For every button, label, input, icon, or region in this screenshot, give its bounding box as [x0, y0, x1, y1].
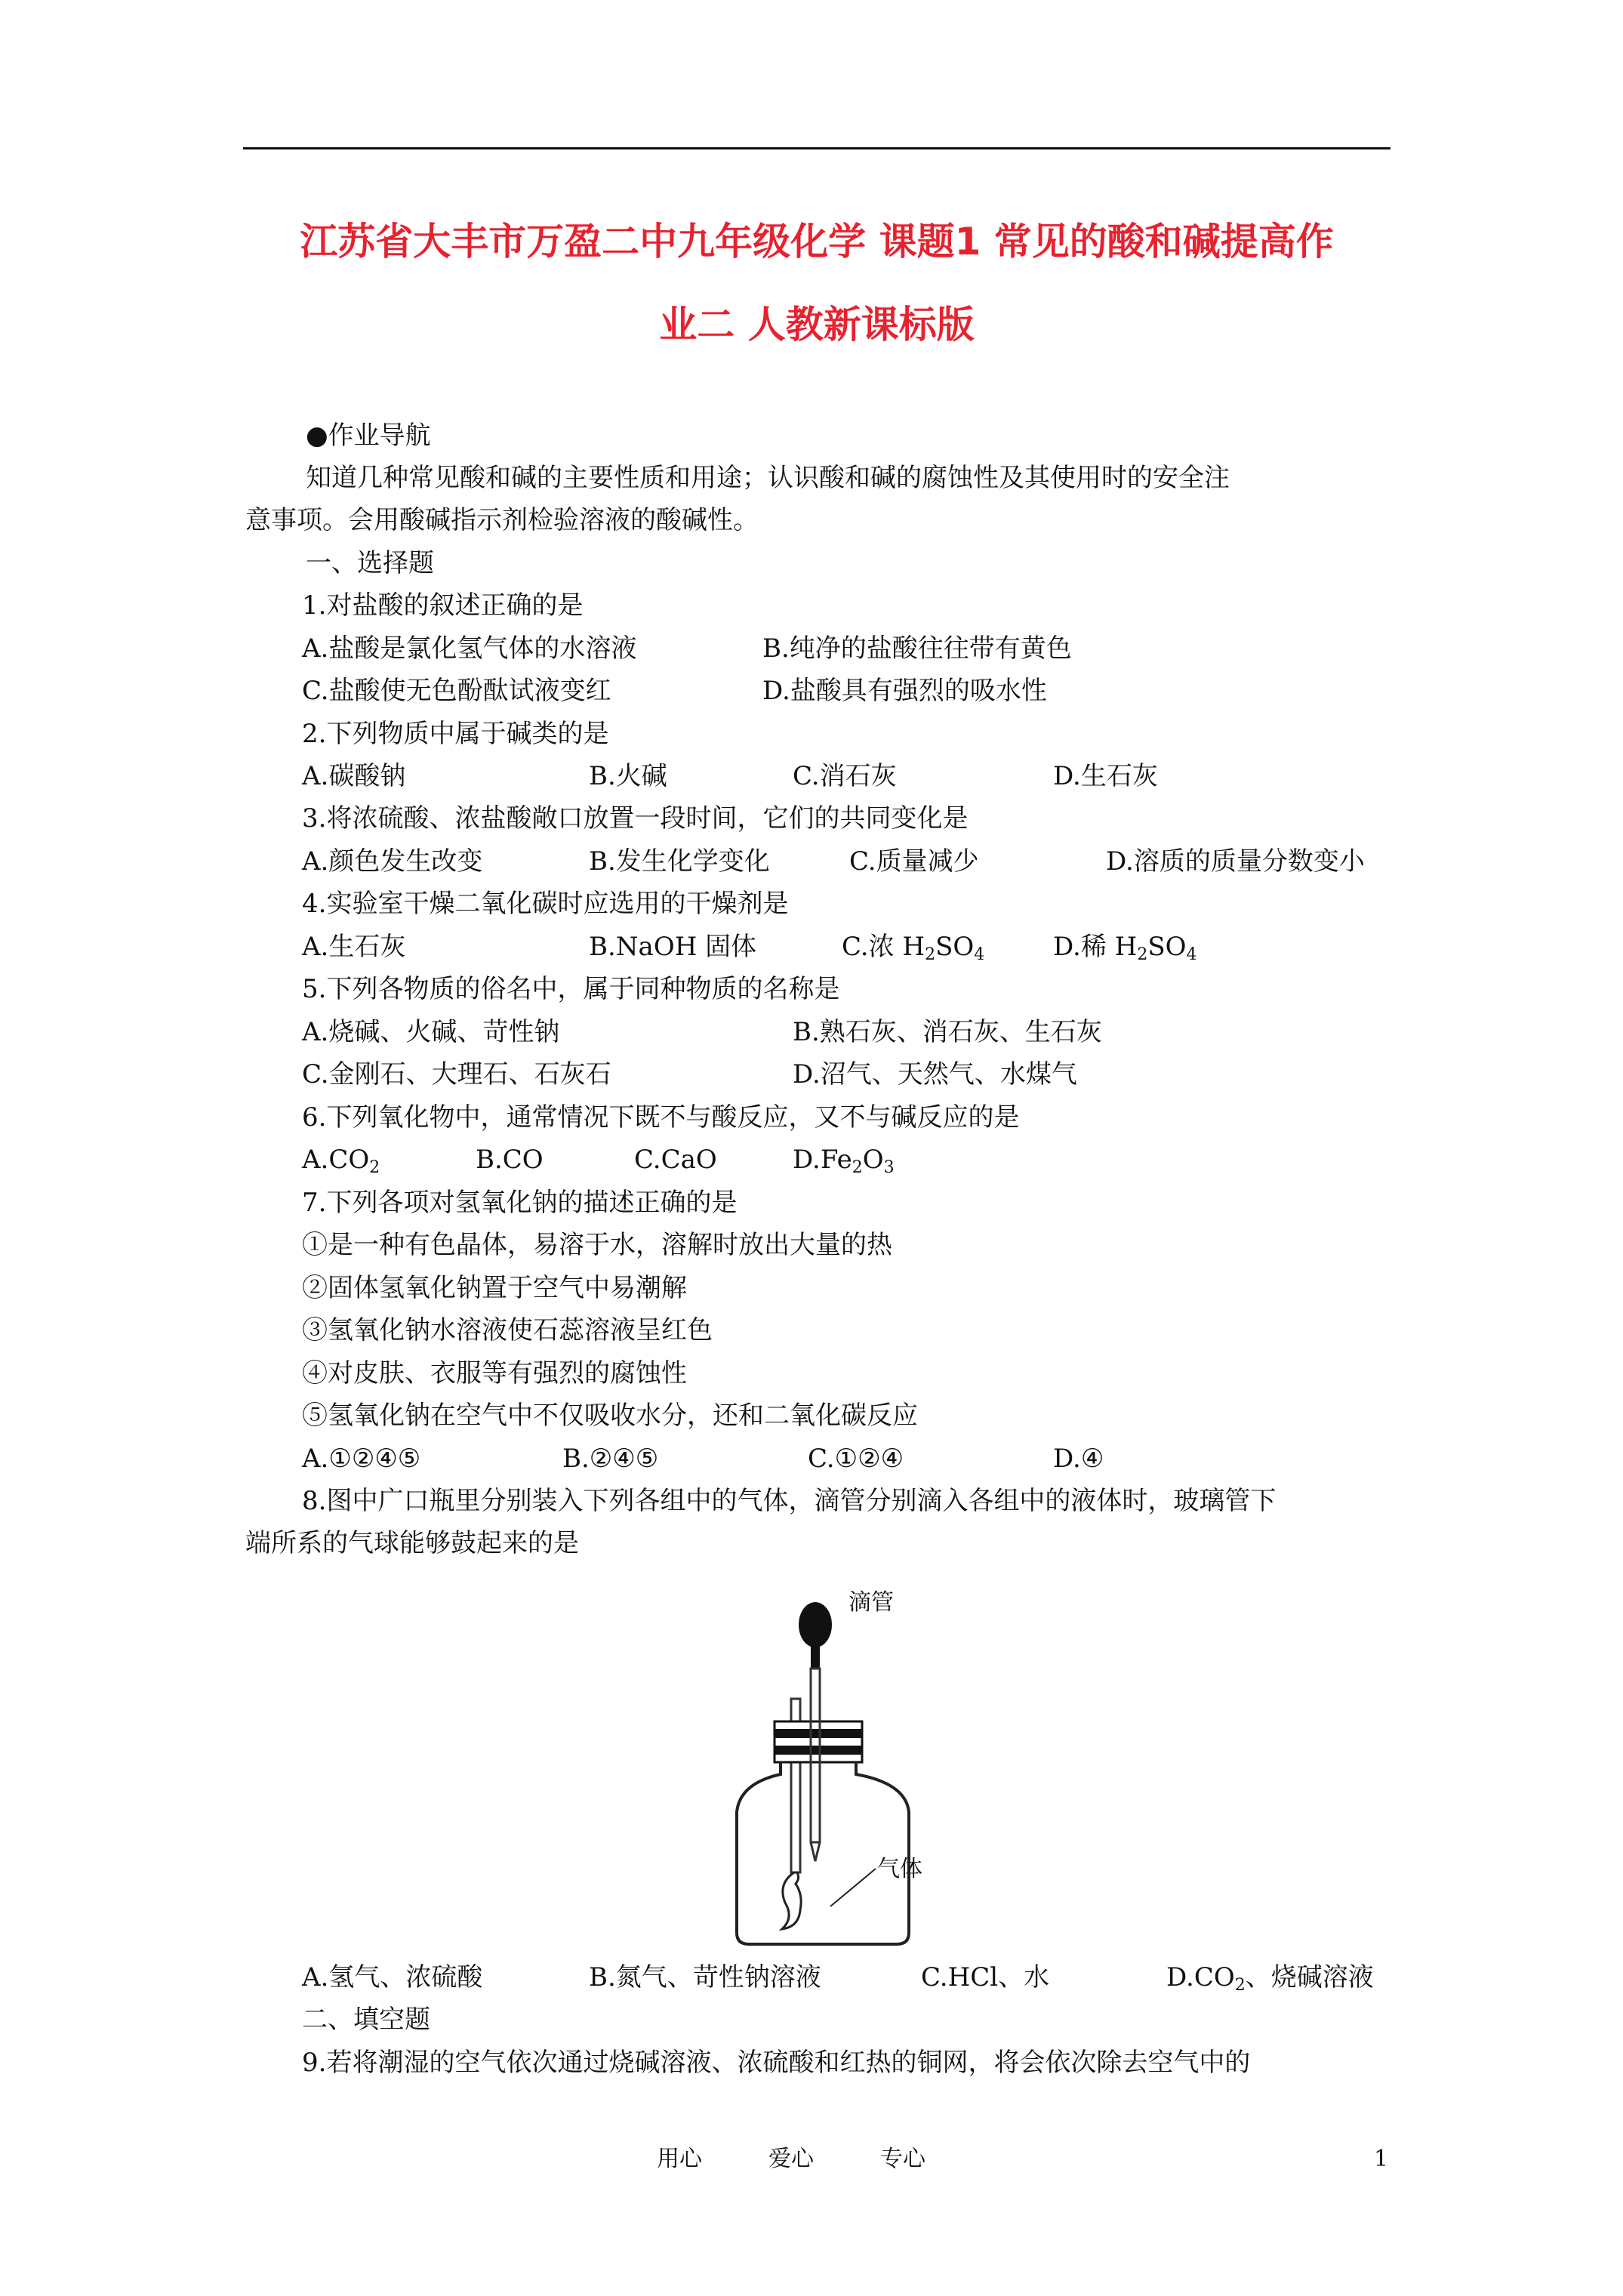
question-4-option-a: A.生石灰	[302, 932, 406, 962]
guide-text-1: 知道几种常见酸和碱的主要性质和用途；认识酸和碱的腐蚀性及其使用时的安全注	[306, 463, 1230, 493]
question-4-option-c-text: C.浓 H	[842, 932, 925, 962]
question-7-statement-2: ②固体氢氧化钠置于空气中易潮解	[302, 1273, 687, 1303]
header-rule	[243, 147, 1390, 149]
page-number: 1	[1374, 2146, 1389, 2172]
question-3-option-a: A.颜色发生改变	[302, 846, 483, 877]
question-4-option-c-sub-2: 4	[974, 945, 985, 964]
question-3-option-c: C.质量减少	[849, 846, 979, 877]
question-8-option-a: A.氢气、浓硫酸	[302, 1962, 483, 1992]
document-title-line-1: 江苏省大丰市万盈二中九年级化学 课题1 常见的酸和碱提高作	[300, 220, 1334, 264]
wide-mouth-bottle	[737, 1762, 909, 1944]
question-4-option-b: B.NaOH 固体	[589, 932, 757, 962]
question-6-option-a-sub: 2	[369, 1158, 380, 1177]
question-4-option-d-mid: SO	[1147, 932, 1187, 962]
question-2-option-b: B.火碱	[589, 761, 667, 791]
dropper-tip	[811, 1842, 820, 1861]
guide-heading: ●作业导航	[306, 421, 431, 451]
question-6-option-c: C.CaO	[634, 1145, 717, 1175]
question-6-option-d-text: D.Fe	[793, 1145, 852, 1175]
question-4-option-d	[1053, 930, 1197, 963]
question-5-option-c: C.金刚石、大理石、石灰石	[302, 1059, 611, 1089]
question-4-option-c	[842, 930, 984, 963]
question-7-statement-5: ⑤氢氧化钠在空气中不仅吸收水分，还和二氧化碳反应	[302, 1401, 918, 1431]
dropper-neck	[811, 1644, 820, 1669]
guide-text-2: 意事项。会用酸碱指示剂检验溶液的酸碱性。	[245, 505, 759, 535]
section-heading-fill: 二、填空题	[302, 2005, 430, 2035]
question-4-option-c-mid: SO	[935, 932, 975, 962]
question-4-option-d-sub-2: 4	[1186, 945, 1197, 964]
question-6-option-d-sub-2: 3	[883, 1158, 895, 1177]
question-5-option-b: B.熟石灰、消石灰、生石灰	[793, 1017, 1102, 1047]
question-2-option-a: A.碳酸钠	[302, 761, 406, 791]
question-9-stem: 9.若将潮湿的空气依次通过烧碱溶液、浓硫酸和红热的铜网，将会依次除去空气中的	[302, 2048, 1251, 2078]
question-6-stem: 6.下列氧化物中，通常情况下既不与酸反应，又不与碱反应的是	[302, 1102, 1020, 1133]
question-8-stem-1: 8.图中广口瓶里分别装入下列各组中的气体，滴管分别滴入各组中的液体时，玻璃管下	[302, 1486, 1277, 1516]
rubber-stopper	[775, 1721, 862, 1762]
question-8-option-b: B.氮气、苛性钠溶液	[589, 1962, 821, 1992]
question-5-stem: 5.下列各物质的俗名中，属于同种物质的名称是	[302, 974, 840, 1004]
footer-word-1: 用心	[657, 2146, 702, 2172]
question-6-option-b: B.CO	[476, 1145, 544, 1175]
question-8-option-d-post: 、烧碱溶液	[1245, 1962, 1374, 1992]
question-3-option-d: D.溶质的质量分数变小	[1106, 846, 1365, 877]
question-5-option-d: D.沼气、天然气、水煤气	[793, 1059, 1077, 1089]
question-7-stem: 7.下列各项对氢氧化钠的描述正确的是	[302, 1188, 738, 1218]
dropper-bulb-icon	[799, 1602, 832, 1647]
footer-word-2: 爱心	[768, 2146, 814, 2172]
question-6-option-a-text: A.CO	[302, 1145, 370, 1175]
question-4-option-c-sub-1: 2	[925, 945, 936, 964]
gas-label: 气体	[877, 1856, 922, 1882]
question-3-option-b: B.发生化学变化	[589, 846, 770, 877]
question-7-statement-4: ④对皮肤、衣服等有强烈的腐蚀性	[302, 1358, 687, 1388]
question-1-option-b: B.纯净的盐酸往往带有黄色	[762, 633, 1072, 664]
question-7-statement-1: ①是一种有色晶体，易溶于水，溶解时放出大量的热	[302, 1230, 892, 1260]
question-2-option-c: C.消石灰	[793, 761, 897, 791]
question-4-stem: 4.实验室干燥二氧化碳时应选用的干燥剂是	[302, 889, 789, 919]
question-1-option-a: A.盐酸是氯化氢气体的水溶液	[302, 633, 637, 664]
question-6-option-d	[793, 1143, 895, 1176]
question-1-option-c: C.盐酸使无色酚酞试液变红	[302, 676, 611, 706]
question-8-option-c: C.HCl、水	[921, 1962, 1050, 1992]
balloon-icon	[782, 1872, 801, 1929]
question-7-option-d: D.④	[1053, 1444, 1104, 1474]
question-3-stem: 3.将浓硫酸、浓盐酸敞口放置一段时间，它们的共同变化是	[302, 803, 969, 834]
question-4-option-d-sub-1: 2	[1137, 945, 1148, 964]
question-7-option-c: C.①②④	[808, 1444, 904, 1474]
question-2-option-d: D.生石灰	[1053, 761, 1158, 791]
dropper-label: 滴管	[848, 1589, 894, 1616]
question-7-statement-3: ③氢氧化钠水溶液使石蕊溶液呈红色	[302, 1315, 713, 1345]
stopper-band-1	[775, 1729, 862, 1738]
question-8-option-d-text: D.CO	[1166, 1962, 1235, 1992]
question-8-option-d-sub: 2	[1234, 1976, 1246, 1995]
gas-leader-line	[830, 1869, 876, 1906]
question-7-option-b: B.②④⑤	[562, 1444, 659, 1474]
question-7-option-a: A.①②④⑤	[302, 1444, 421, 1474]
question-2-stem: 2.下列物质中属于碱类的是	[302, 719, 609, 749]
question-8-option-d	[1166, 1961, 1374, 1994]
question-6-option-d-mid: O	[862, 1145, 884, 1175]
question-1-stem: 1.对盐酸的叙述正确的是	[302, 590, 584, 621]
question-1-option-d: D.盐酸具有强烈的吸水性	[762, 676, 1047, 706]
footer-word-3: 专心	[880, 2146, 925, 2172]
question-6-option-a	[302, 1143, 380, 1176]
apparatus-figure	[710, 1586, 996, 1948]
wide-mouth-bottle-diagram	[710, 1586, 996, 1948]
question-6-option-d-sub-1: 2	[852, 1158, 863, 1177]
question-4-option-d-text: D.稀 H	[1053, 932, 1138, 962]
question-8-stem-2: 端所系的气球能够鼓起来的是	[245, 1528, 579, 1558]
section-heading-choice: 一、选择题	[306, 548, 434, 578]
document-title-line-2: 业二 人教新课标版	[659, 303, 975, 347]
stopper-band-2	[775, 1746, 862, 1755]
question-5-option-a: A.烧碱、火碱、苛性钠	[302, 1017, 560, 1047]
